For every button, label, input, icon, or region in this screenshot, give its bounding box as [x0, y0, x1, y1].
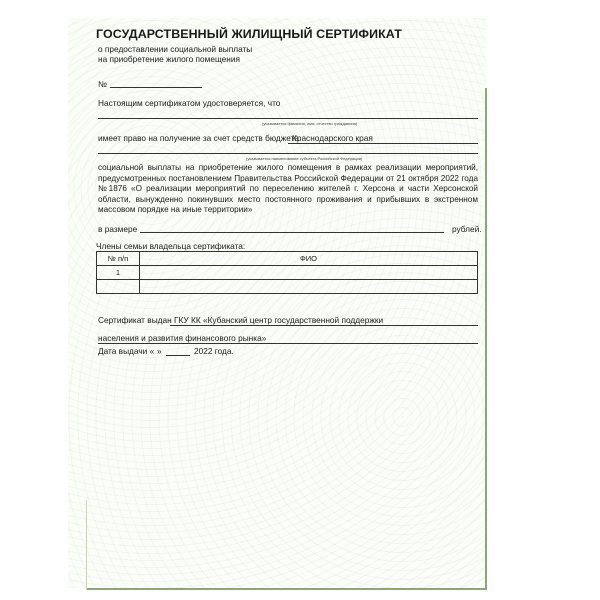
region-line-2	[98, 153, 478, 154]
family-members-table	[96, 251, 478, 294]
issue-date-suffix: 2022 года.	[194, 346, 234, 356]
issue-date-month-line	[166, 355, 190, 356]
region-hint: (указывается наименование субъекта Российской Федерации)	[246, 156, 363, 161]
table-row-empty	[97, 280, 478, 294]
subtitle-line-1: о предоставлении социальной выплаты	[98, 44, 253, 54]
row-fio-cell-empty	[140, 280, 478, 294]
page-border-bottom	[86, 588, 487, 590]
amount-prefix: в размере	[98, 224, 138, 234]
number-field-line	[110, 87, 202, 88]
issuer-line-2: населения и развития финансового рынка»	[98, 333, 267, 343]
right-text: имеет право на получение за счет средств бюджета	[98, 133, 299, 143]
name-field-line	[98, 118, 478, 119]
header-fio: ФИО	[140, 252, 478, 266]
header-number: № п/п	[97, 252, 140, 266]
amount-suffix: рублей.	[452, 224, 482, 234]
legal-paragraph: социальной выплаты на приобретение жилого помещения в рамках реализации мероприятий, предусмотренных постановлением Правительства Российской Федерации от 21 октября 2022 года №1876 «О реализации мероприятий по переселению жителей г. Херсона и части Херсонской области, вынужденно покинувших место постоянного проживания и прибывших в экстренном массовом порядке на иные территории»	[98, 163, 478, 215]
page-border-left	[86, 500, 87, 590]
region-field-line	[288, 143, 478, 144]
region-value: Краснодарского края	[292, 133, 373, 143]
subtitle-line-2: на приобретение жилого помещения	[98, 54, 240, 64]
issued-label: Сертификат выдан	[98, 315, 172, 325]
table-header-row	[97, 252, 478, 266]
issue-date-prefix: Дата выдачи «	[98, 346, 155, 356]
family-members-label: Члены семьи владельца сертификата:	[96, 241, 246, 251]
certificate-title: ГОСУДАРСТВЕННЫЙ ЖИЛИЩНЫЙ СЕРТИФИКАТ	[96, 27, 402, 41]
row-number-cell-empty	[97, 280, 140, 294]
row-fio-cell	[140, 266, 478, 280]
row-number-cell: 1	[97, 266, 140, 280]
issue-date-mid: »	[157, 346, 162, 356]
issuer-field-line-1	[170, 325, 478, 326]
certify-text: Настоящим сертификатом удостоверяется, что	[98, 98, 281, 108]
issuer-line-1: ГКУ КК «Кубанский центр государственной поддержки	[174, 315, 384, 325]
issuer-field-line-2	[98, 343, 478, 344]
page-border-right	[485, 88, 487, 590]
name-hint: (указывается фамилия, имя, отчество гражданина)	[262, 121, 358, 126]
amount-field-line	[140, 232, 444, 233]
table-row	[97, 266, 478, 280]
number-label: №	[98, 79, 107, 89]
